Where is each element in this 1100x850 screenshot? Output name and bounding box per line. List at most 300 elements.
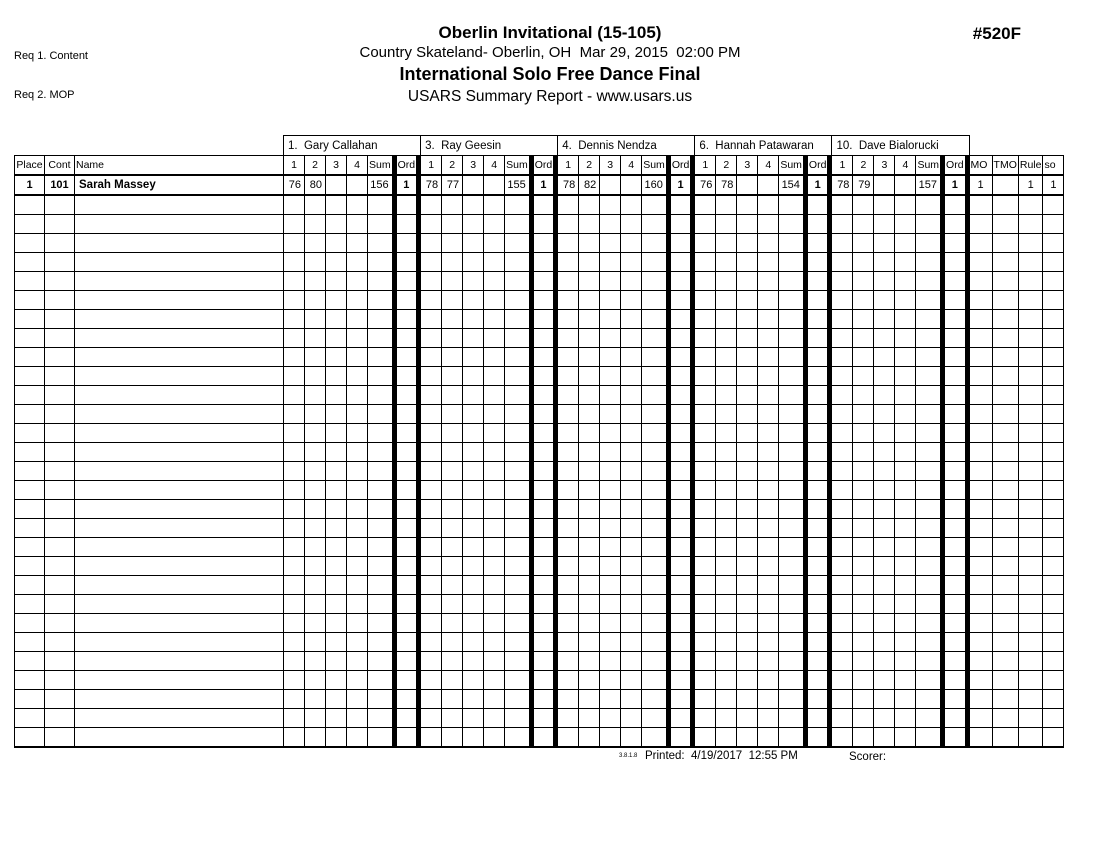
place-cell bbox=[15, 576, 45, 595]
score4-cell bbox=[484, 195, 505, 215]
sum-cell bbox=[642, 652, 667, 671]
ord-cell bbox=[533, 405, 554, 424]
score4-cell bbox=[895, 329, 916, 348]
score4-cell bbox=[347, 405, 368, 424]
score2-cell bbox=[442, 195, 463, 215]
sum-cell bbox=[642, 557, 667, 576]
ord-cell bbox=[533, 348, 554, 367]
sum-cell bbox=[779, 690, 804, 709]
place-cell bbox=[15, 234, 45, 253]
tmo-cell bbox=[992, 728, 1018, 748]
sum-cell bbox=[505, 557, 530, 576]
rule-cell bbox=[1018, 576, 1043, 595]
score2-cell bbox=[579, 614, 600, 633]
score2-cell bbox=[853, 595, 874, 614]
empty-row bbox=[15, 557, 1064, 576]
empty-row bbox=[15, 405, 1064, 424]
score1-cell bbox=[421, 709, 442, 728]
score4-cell bbox=[347, 424, 368, 443]
tmo-cell bbox=[992, 709, 1018, 728]
score3-cell bbox=[874, 481, 895, 500]
score2-cell bbox=[716, 652, 737, 671]
score4-cell bbox=[758, 709, 779, 728]
score4-cell bbox=[758, 348, 779, 367]
score2-cell bbox=[716, 690, 737, 709]
ord-cell bbox=[807, 386, 828, 405]
score4-cell bbox=[347, 310, 368, 329]
so-cell bbox=[1043, 728, 1064, 748]
score3-cell bbox=[463, 443, 484, 462]
sum-cell bbox=[642, 443, 667, 462]
sum-cell bbox=[368, 614, 393, 633]
mo-cell bbox=[969, 519, 992, 538]
empty-row bbox=[15, 709, 1064, 728]
score4-cell bbox=[347, 195, 368, 215]
score4-cell bbox=[347, 557, 368, 576]
score2-cell bbox=[579, 386, 600, 405]
tmo-cell bbox=[992, 538, 1018, 557]
empty-row bbox=[15, 253, 1064, 272]
sum-cell bbox=[779, 633, 804, 652]
score1-cell bbox=[421, 595, 442, 614]
score1-cell bbox=[421, 576, 442, 595]
score4-cell bbox=[484, 671, 505, 690]
score2-cell bbox=[579, 728, 600, 748]
score3-cell bbox=[874, 175, 895, 195]
score2-cell bbox=[716, 195, 737, 215]
score4-cell bbox=[758, 215, 779, 234]
score2-cell bbox=[853, 462, 874, 481]
so-cell bbox=[1043, 272, 1064, 291]
sum-cell bbox=[505, 253, 530, 272]
score1-cell bbox=[284, 367, 305, 386]
score1-header: 1 bbox=[832, 156, 853, 176]
score4-cell bbox=[621, 709, 642, 728]
score4-cell bbox=[621, 500, 642, 519]
score2-cell bbox=[305, 481, 326, 500]
sum-cell bbox=[642, 234, 667, 253]
score1-cell bbox=[558, 405, 579, 424]
score4-cell bbox=[484, 614, 505, 633]
score3-cell bbox=[463, 595, 484, 614]
mo-cell bbox=[969, 443, 992, 462]
score3-cell bbox=[326, 253, 347, 272]
sum-cell: 154 bbox=[779, 175, 804, 195]
score4-header: 4 bbox=[484, 156, 505, 176]
cont-cell bbox=[45, 671, 75, 690]
score1-cell bbox=[558, 195, 579, 215]
sum-cell bbox=[368, 576, 393, 595]
score2-cell bbox=[579, 481, 600, 500]
score1-cell bbox=[284, 576, 305, 595]
sum-header: Sum bbox=[642, 156, 667, 176]
score2-cell bbox=[579, 671, 600, 690]
sum-cell bbox=[779, 443, 804, 462]
score3-cell bbox=[874, 633, 895, 652]
so-cell bbox=[1043, 310, 1064, 329]
score1-cell bbox=[558, 557, 579, 576]
score4-cell bbox=[895, 272, 916, 291]
score4-cell bbox=[347, 633, 368, 652]
tmo-cell bbox=[992, 367, 1018, 386]
ord-cell bbox=[945, 462, 966, 481]
sum-cell bbox=[916, 519, 941, 538]
score3-cell bbox=[326, 595, 347, 614]
sum-cell bbox=[505, 633, 530, 652]
score1-cell bbox=[695, 614, 716, 633]
name-cell bbox=[75, 538, 284, 557]
score4-cell bbox=[347, 652, 368, 671]
score1-cell bbox=[284, 253, 305, 272]
score3-cell bbox=[326, 519, 347, 538]
score3-cell bbox=[326, 652, 347, 671]
score1-cell bbox=[558, 272, 579, 291]
score4-cell bbox=[758, 690, 779, 709]
score4-cell bbox=[484, 253, 505, 272]
score4-cell bbox=[895, 690, 916, 709]
score3-cell bbox=[463, 310, 484, 329]
score3-cell bbox=[874, 424, 895, 443]
score4-cell bbox=[621, 462, 642, 481]
sum-cell bbox=[642, 405, 667, 424]
ord-cell bbox=[396, 671, 417, 690]
ord-cell bbox=[945, 367, 966, 386]
cont-cell bbox=[45, 595, 75, 614]
empty-row bbox=[15, 576, 1064, 595]
score1-cell bbox=[284, 519, 305, 538]
score3-cell bbox=[874, 348, 895, 367]
score1-cell bbox=[558, 690, 579, 709]
score4-cell bbox=[347, 215, 368, 234]
sum-cell bbox=[779, 424, 804, 443]
score4-cell bbox=[621, 652, 642, 671]
ord-cell bbox=[396, 424, 417, 443]
ord-cell bbox=[670, 728, 691, 748]
score3-cell bbox=[463, 329, 484, 348]
score1-cell bbox=[284, 234, 305, 253]
ord-cell bbox=[945, 215, 966, 234]
score3-cell bbox=[463, 195, 484, 215]
score2-cell bbox=[716, 443, 737, 462]
score4-cell bbox=[484, 443, 505, 462]
sum-cell bbox=[642, 272, 667, 291]
score2-header: 2 bbox=[305, 156, 326, 176]
sum-cell bbox=[505, 386, 530, 405]
score4-cell bbox=[621, 215, 642, 234]
score4-cell bbox=[758, 652, 779, 671]
sum-cell bbox=[368, 291, 393, 310]
score2-cell bbox=[305, 728, 326, 748]
score3-cell bbox=[737, 367, 758, 386]
score3-cell bbox=[463, 728, 484, 748]
score3-cell bbox=[600, 195, 621, 215]
score2-cell bbox=[853, 690, 874, 709]
ord-cell bbox=[807, 652, 828, 671]
rule-cell bbox=[1018, 367, 1043, 386]
sum-cell bbox=[916, 576, 941, 595]
score4-cell bbox=[484, 633, 505, 652]
score3-cell bbox=[463, 215, 484, 234]
mo-cell: 1 bbox=[969, 175, 992, 195]
score1-cell bbox=[695, 329, 716, 348]
score1-cell bbox=[832, 386, 853, 405]
sum-cell bbox=[505, 595, 530, 614]
score1-cell bbox=[558, 500, 579, 519]
score1-cell bbox=[558, 215, 579, 234]
cont-cell bbox=[45, 557, 75, 576]
tmo-cell bbox=[992, 671, 1018, 690]
tmo-cell bbox=[992, 652, 1018, 671]
ord-cell: 1 bbox=[670, 175, 691, 195]
rule-cell bbox=[1018, 728, 1043, 748]
score2-cell bbox=[579, 215, 600, 234]
score4-cell bbox=[347, 175, 368, 195]
rule-cell bbox=[1018, 329, 1043, 348]
so-cell bbox=[1043, 215, 1064, 234]
sum-cell bbox=[642, 367, 667, 386]
score4-cell bbox=[484, 690, 505, 709]
ord-cell bbox=[670, 462, 691, 481]
score1-cell bbox=[421, 424, 442, 443]
score3-cell bbox=[737, 500, 758, 519]
score4-cell bbox=[347, 443, 368, 462]
name-cell bbox=[75, 462, 284, 481]
ord-cell bbox=[533, 557, 554, 576]
score1-cell bbox=[832, 671, 853, 690]
score3-cell bbox=[463, 633, 484, 652]
score1-cell bbox=[284, 709, 305, 728]
ord-cell bbox=[396, 481, 417, 500]
tmo-cell bbox=[992, 443, 1018, 462]
tmo-cell bbox=[992, 272, 1018, 291]
score1-cell bbox=[421, 614, 442, 633]
cont-cell bbox=[45, 272, 75, 291]
score1-cell bbox=[695, 348, 716, 367]
score4-cell bbox=[347, 272, 368, 291]
score4-cell bbox=[895, 633, 916, 652]
score3-cell bbox=[326, 329, 347, 348]
mo-cell bbox=[969, 253, 992, 272]
ord-header: Ord bbox=[807, 156, 828, 176]
score1-cell bbox=[558, 348, 579, 367]
score3-cell bbox=[600, 310, 621, 329]
rule-cell bbox=[1018, 215, 1043, 234]
sum-cell bbox=[642, 709, 667, 728]
so-cell bbox=[1043, 367, 1064, 386]
score3-cell bbox=[737, 424, 758, 443]
ord-cell bbox=[807, 405, 828, 424]
score3-header: 3 bbox=[326, 156, 347, 176]
score1-cell bbox=[421, 519, 442, 538]
rule-cell bbox=[1018, 652, 1043, 671]
rule-cell bbox=[1018, 709, 1043, 728]
score1-cell bbox=[421, 215, 442, 234]
sum-cell bbox=[368, 310, 393, 329]
score3-cell bbox=[600, 709, 621, 728]
sum-cell bbox=[505, 519, 530, 538]
sum-cell bbox=[505, 272, 530, 291]
score1-cell bbox=[558, 253, 579, 272]
score3-cell bbox=[326, 215, 347, 234]
so-cell bbox=[1043, 443, 1064, 462]
score4-cell bbox=[484, 329, 505, 348]
ord-cell bbox=[670, 195, 691, 215]
sum-cell bbox=[642, 633, 667, 652]
score3-cell bbox=[737, 614, 758, 633]
score1-cell bbox=[558, 291, 579, 310]
score3-cell bbox=[874, 234, 895, 253]
score3-cell bbox=[874, 443, 895, 462]
place-cell bbox=[15, 215, 45, 234]
sum-cell bbox=[916, 195, 941, 215]
sum-cell bbox=[368, 443, 393, 462]
score1-cell bbox=[284, 595, 305, 614]
rule-cell bbox=[1018, 272, 1043, 291]
score2-cell bbox=[305, 690, 326, 709]
score2-cell bbox=[305, 348, 326, 367]
score1-cell bbox=[421, 652, 442, 671]
score4-cell bbox=[621, 405, 642, 424]
ord-cell bbox=[945, 519, 966, 538]
ord-cell bbox=[670, 595, 691, 614]
sum-cell bbox=[368, 481, 393, 500]
place-cell bbox=[15, 557, 45, 576]
score4-cell bbox=[895, 652, 916, 671]
empty-row bbox=[15, 329, 1064, 348]
score2-cell bbox=[305, 310, 326, 329]
sum-cell bbox=[779, 348, 804, 367]
score4-cell bbox=[895, 310, 916, 329]
score2-cell bbox=[579, 348, 600, 367]
score4-header: 4 bbox=[621, 156, 642, 176]
score1-cell bbox=[832, 195, 853, 215]
so-cell bbox=[1043, 424, 1064, 443]
sum-cell bbox=[642, 576, 667, 595]
score1-cell bbox=[284, 424, 305, 443]
score3-cell bbox=[326, 481, 347, 500]
place-cell bbox=[15, 462, 45, 481]
ord-cell bbox=[807, 443, 828, 462]
score2-cell bbox=[579, 234, 600, 253]
mo-cell bbox=[969, 576, 992, 595]
sum-cell bbox=[642, 195, 667, 215]
so-cell bbox=[1043, 329, 1064, 348]
ord-cell bbox=[670, 234, 691, 253]
so-cell bbox=[1043, 652, 1064, 671]
score2-cell bbox=[853, 291, 874, 310]
empty-row bbox=[15, 690, 1064, 709]
so-header: so bbox=[1043, 156, 1064, 176]
sum-cell bbox=[505, 481, 530, 500]
score4-cell bbox=[621, 348, 642, 367]
score4-cell bbox=[484, 291, 505, 310]
score4-cell bbox=[621, 329, 642, 348]
name-cell bbox=[75, 310, 284, 329]
sum-cell bbox=[642, 329, 667, 348]
name-cell bbox=[75, 348, 284, 367]
tmo-cell bbox=[992, 424, 1018, 443]
sum-header: Sum bbox=[916, 156, 941, 176]
score4-cell bbox=[347, 462, 368, 481]
rule-cell bbox=[1018, 500, 1043, 519]
score4-cell bbox=[621, 614, 642, 633]
score1-cell bbox=[284, 329, 305, 348]
place-cell bbox=[15, 633, 45, 652]
score4-cell bbox=[484, 462, 505, 481]
so-cell bbox=[1043, 709, 1064, 728]
score1-cell bbox=[284, 614, 305, 633]
score1-cell bbox=[695, 519, 716, 538]
score3-cell bbox=[600, 253, 621, 272]
score1-cell bbox=[832, 329, 853, 348]
sum-cell bbox=[779, 405, 804, 424]
score2-cell bbox=[442, 386, 463, 405]
ord-cell bbox=[807, 291, 828, 310]
ord-cell bbox=[670, 443, 691, 462]
judge-header-3: 4. Dennis Nendza bbox=[558, 136, 695, 156]
ord-cell bbox=[533, 671, 554, 690]
rule-cell bbox=[1018, 253, 1043, 272]
name-cell bbox=[75, 728, 284, 748]
mo-cell bbox=[969, 671, 992, 690]
place-cell bbox=[15, 272, 45, 291]
score1-cell bbox=[832, 367, 853, 386]
score2-cell bbox=[442, 500, 463, 519]
score2-cell bbox=[716, 481, 737, 500]
score3-cell bbox=[600, 538, 621, 557]
score4-cell bbox=[484, 652, 505, 671]
ord-cell bbox=[396, 462, 417, 481]
sum-cell bbox=[368, 386, 393, 405]
score1-cell bbox=[284, 272, 305, 291]
cont-cell: 101 bbox=[45, 175, 75, 195]
score4-cell bbox=[484, 557, 505, 576]
sum-cell bbox=[779, 272, 804, 291]
score4-cell bbox=[621, 481, 642, 500]
place-cell bbox=[15, 405, 45, 424]
sum-cell bbox=[642, 671, 667, 690]
score4-cell bbox=[758, 728, 779, 748]
score4-cell bbox=[621, 671, 642, 690]
score2-cell bbox=[305, 272, 326, 291]
score4-cell bbox=[621, 310, 642, 329]
rule-cell bbox=[1018, 481, 1043, 500]
score4-cell bbox=[758, 405, 779, 424]
so-cell bbox=[1043, 538, 1064, 557]
cont-header: Cont bbox=[45, 156, 75, 176]
score2-cell bbox=[442, 519, 463, 538]
score1-cell bbox=[284, 405, 305, 424]
score4-cell bbox=[758, 462, 779, 481]
score3-cell bbox=[874, 405, 895, 424]
cont-cell bbox=[45, 633, 75, 652]
name-cell bbox=[75, 405, 284, 424]
score1-cell bbox=[832, 614, 853, 633]
so-cell bbox=[1043, 253, 1064, 272]
ord-cell bbox=[670, 709, 691, 728]
ord-cell bbox=[533, 652, 554, 671]
place-cell bbox=[15, 291, 45, 310]
rule-cell bbox=[1018, 386, 1043, 405]
mo-cell bbox=[969, 500, 992, 519]
name-cell bbox=[75, 272, 284, 291]
score3-cell bbox=[600, 291, 621, 310]
sum-cell bbox=[368, 671, 393, 690]
cont-cell bbox=[45, 195, 75, 215]
sum-cell bbox=[779, 386, 804, 405]
ord-cell bbox=[807, 272, 828, 291]
cont-cell bbox=[45, 253, 75, 272]
